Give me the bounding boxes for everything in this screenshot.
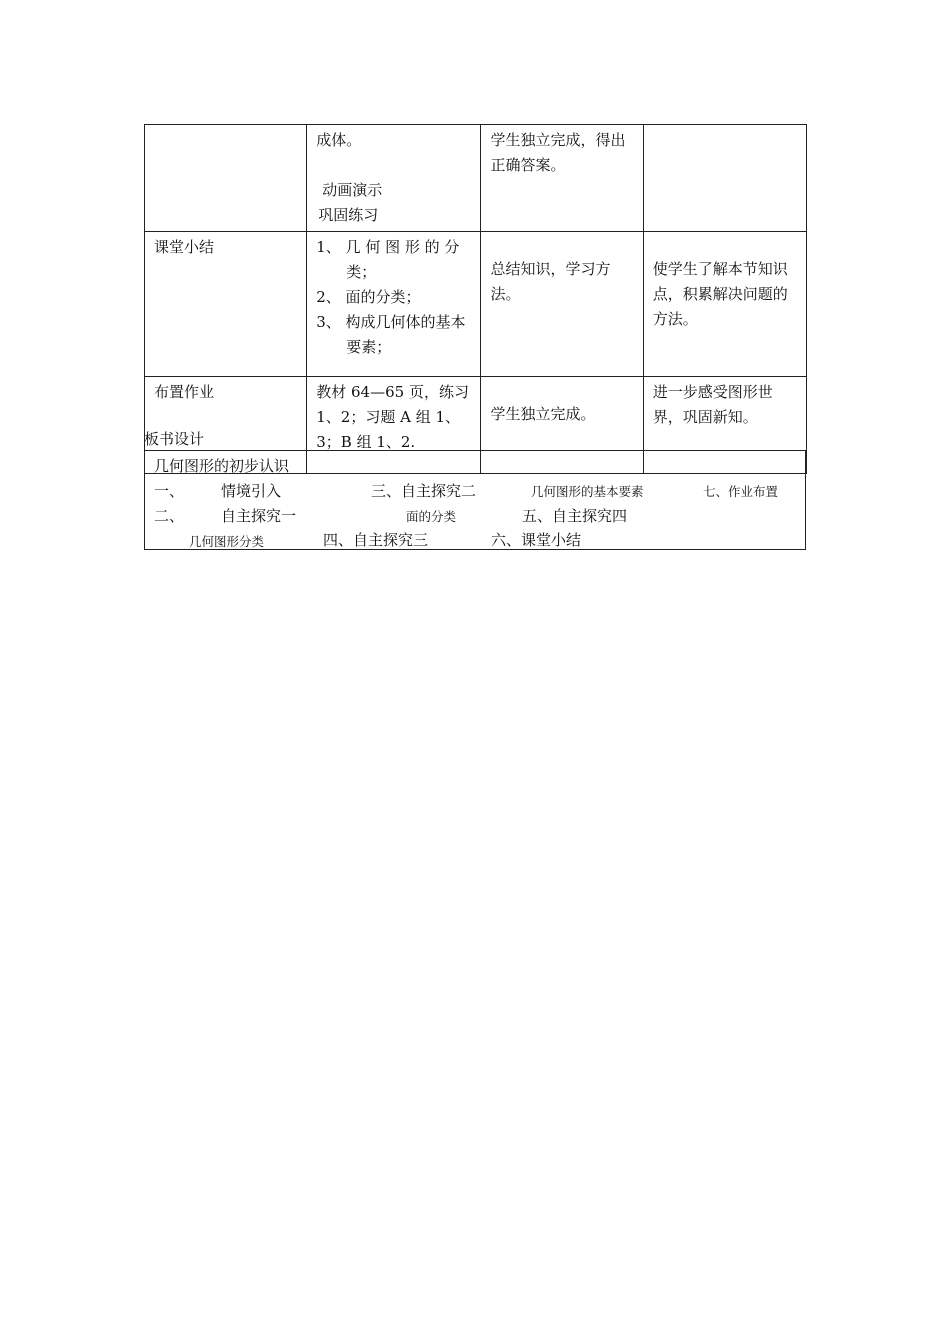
board-item: 二、 — [154, 507, 185, 525]
content-text: 成体。 — [316, 131, 362, 149]
content-text: 巩固练习 — [318, 206, 379, 224]
list-item: 1、 几 何 图 形 的 分 类； — [316, 238, 460, 281]
board-item: 几何图形分类 — [189, 534, 265, 549]
board-item: 情境引入 — [221, 482, 282, 500]
board-item: 几何图形的基本要素 — [531, 484, 644, 499]
board-item: 四、自主探究三 — [323, 531, 429, 549]
stage-cell: 布置作业 — [145, 377, 307, 474]
content-cell — [307, 125, 481, 232]
activity-cell: 学生独立完成。 — [481, 377, 643, 474]
table-row — [145, 232, 807, 377]
intent-cell — [643, 125, 806, 232]
content-cell — [307, 232, 481, 377]
lesson-plan-table — [144, 124, 807, 474]
board-design-heading: 板书设计 — [144, 430, 205, 448]
activity-cell: 总结知识，学习方法。 — [481, 232, 643, 377]
board-item: 一、 — [154, 482, 185, 500]
board-item: 五、自主探究四 — [522, 507, 628, 525]
board-item: 三、自主探究二 — [371, 482, 477, 500]
board-item: 面的分类 — [406, 509, 457, 524]
content-cell: 教材 64—65 页，练习 1、2；习题 A 组 1、3；B 组 1、2. — [307, 377, 481, 474]
board-design-box — [144, 450, 806, 550]
board-title: 几何图形的初步认识 — [154, 457, 290, 475]
list-item: 3、 构成几何体的基本要素； — [316, 313, 466, 356]
content-text: 动画演示 — [322, 181, 383, 199]
board-item: 六、课堂小结 — [491, 531, 582, 549]
intent-cell: 进一步感受图形世界，巩固新知。 — [643, 377, 806, 474]
list-item: 2、 面的分类； — [316, 288, 421, 306]
intent-cell: 使学生了解本节知识点，积累解决问题的方法。 — [643, 232, 806, 377]
stage-cell — [145, 125, 307, 232]
board-item: 自主探究一 — [221, 507, 297, 525]
board-item: 七、作业布置 — [703, 484, 779, 499]
activity-cell: 学生独立完成，得出正确答案。 — [481, 125, 643, 232]
table-row — [145, 125, 807, 232]
stage-cell: 课堂小结 — [145, 232, 307, 377]
